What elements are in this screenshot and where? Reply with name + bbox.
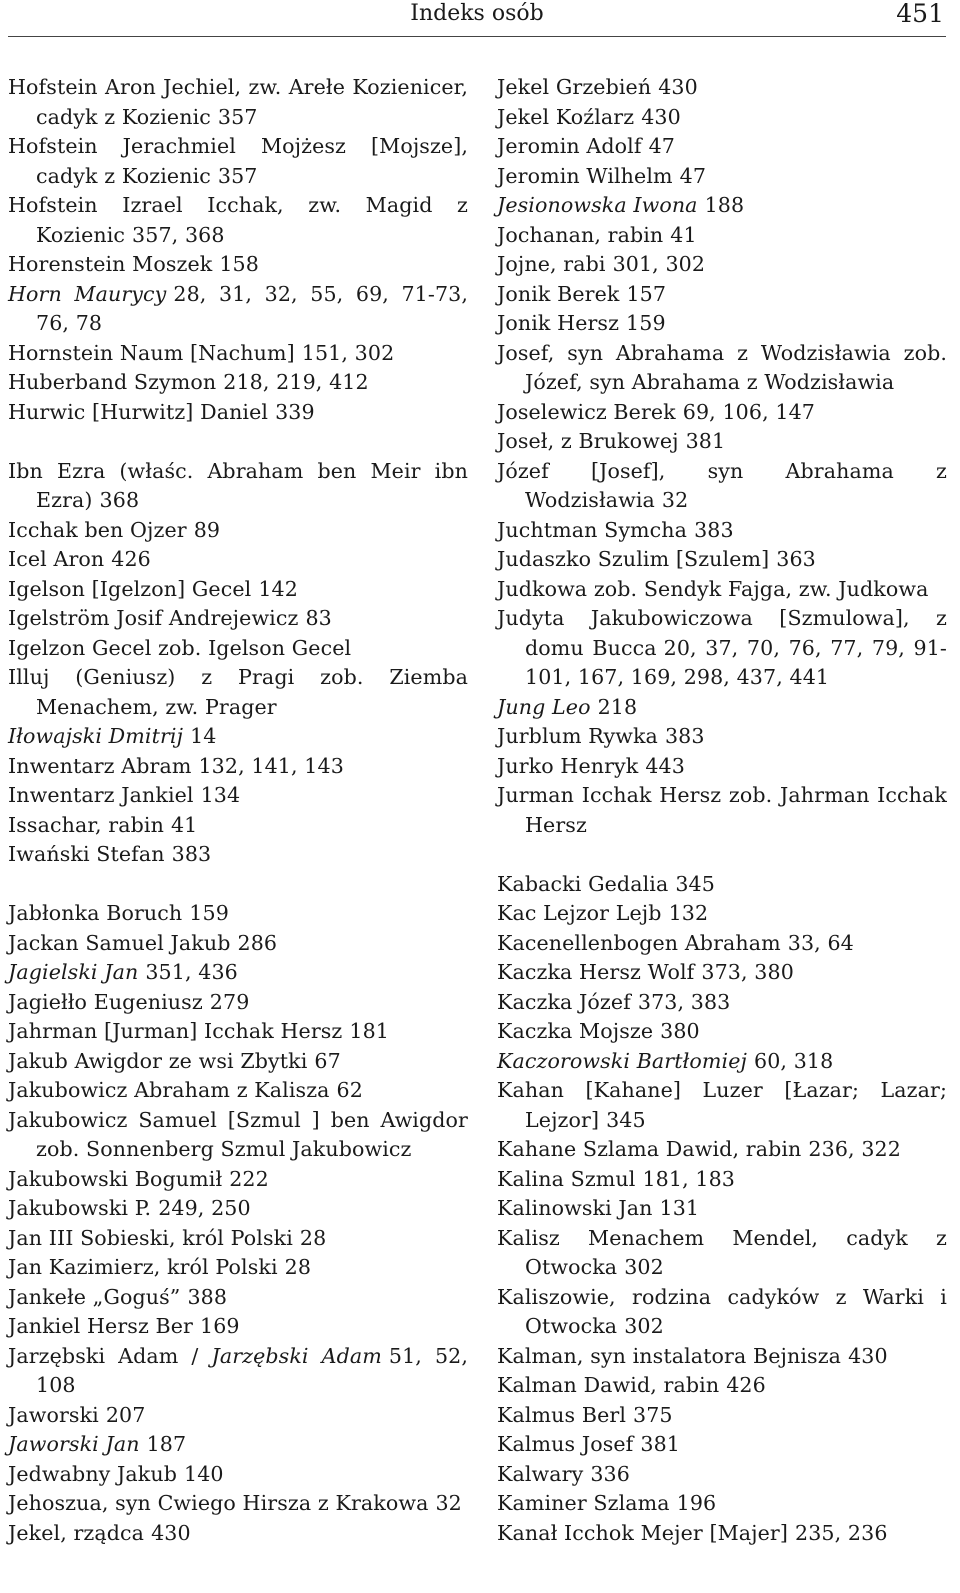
entry-pages: 207 bbox=[105, 1402, 146, 1427]
index-entry bbox=[8, 752, 468, 782]
index-entry bbox=[497, 221, 947, 251]
entry-pages: 235, 236 bbox=[795, 1520, 888, 1545]
entry-name: Horn Maurycy bbox=[8, 281, 167, 306]
index-entry bbox=[8, 1224, 468, 1254]
entry-pages: 388 bbox=[187, 1284, 228, 1309]
entry-pages: 249, 250 bbox=[158, 1196, 251, 1220]
index-entry bbox=[497, 958, 947, 988]
entry-name: Judaszko Szulim [Szulem] bbox=[497, 547, 770, 571]
entry-pages: 41 bbox=[670, 222, 697, 247]
index-entry bbox=[497, 1017, 947, 1047]
index-entry bbox=[497, 1283, 947, 1342]
entry-pages: 336 bbox=[590, 1461, 630, 1486]
index-entry bbox=[8, 1076, 468, 1106]
index-entry bbox=[497, 1371, 947, 1401]
index-column-right bbox=[497, 73, 947, 1548]
entry-name: Jarzębski Adam / bbox=[8, 1343, 212, 1368]
entry-pages: 169 bbox=[200, 1314, 240, 1338]
index-entry bbox=[8, 280, 468, 339]
entry-name: Icchak ben Ojzer bbox=[8, 517, 187, 542]
index-entry bbox=[497, 1342, 947, 1372]
page-number: 451 bbox=[896, 0, 944, 28]
index-entry bbox=[497, 1460, 947, 1490]
entry-name: Igelström Josif Andrejewicz bbox=[8, 606, 299, 630]
entry-pages: 151, 302 bbox=[301, 340, 395, 365]
entry-name: Kalman Dawid, rabin bbox=[497, 1373, 720, 1397]
index-entry bbox=[497, 929, 947, 959]
index-entry bbox=[8, 1194, 468, 1224]
entry-pages: 345 bbox=[675, 871, 715, 896]
entry-pages: 187 bbox=[146, 1432, 187, 1456]
entry-name: Jochanan, rabin bbox=[497, 222, 664, 247]
entry-name: Jekel Koźlarz bbox=[497, 104, 635, 129]
index-entry bbox=[8, 1165, 468, 1195]
entry-name: Jaworski bbox=[8, 1402, 99, 1427]
entry-name: Jankiel Hersz Ber bbox=[8, 1314, 194, 1338]
entry-name: Kalina Szmul bbox=[497, 1166, 636, 1191]
index-entry bbox=[8, 1430, 468, 1460]
entry-name: Igelson [Igelzon] Gecel bbox=[8, 576, 252, 601]
index-entry bbox=[8, 368, 468, 398]
entry-pages: 32 bbox=[435, 1491, 462, 1515]
entry-pages: 357 bbox=[217, 163, 258, 188]
entry-name: Jurko Henryk bbox=[497, 753, 639, 778]
entry-name: Jesionowska Iwona bbox=[497, 193, 698, 217]
entry-pages: 32 bbox=[661, 488, 689, 512]
entry-pages: 236, 322 bbox=[808, 1137, 901, 1161]
entry-pages: 142 bbox=[258, 576, 298, 601]
index-entry bbox=[8, 1401, 468, 1431]
entry-pages: 222 bbox=[229, 1166, 269, 1191]
index-entry bbox=[497, 899, 947, 929]
entry-pages: 357 bbox=[217, 104, 258, 129]
entry-pages: 373, 383 bbox=[637, 989, 731, 1014]
index-entry bbox=[8, 988, 468, 1018]
entry-name: Jagielski Jan bbox=[8, 960, 139, 984]
entry-pages: 47 bbox=[648, 134, 675, 158]
entry-pages: 383 bbox=[694, 517, 734, 542]
entry-pages: 375 bbox=[633, 1402, 673, 1427]
entry-name: Jurblum Rywka bbox=[497, 724, 658, 748]
index-entry bbox=[8, 575, 468, 605]
index-entry bbox=[497, 1076, 947, 1135]
index-entry bbox=[497, 870, 947, 900]
index-entry bbox=[8, 457, 468, 516]
index-entry bbox=[497, 309, 947, 339]
entry-pages: 381 bbox=[640, 1432, 680, 1456]
entry-pages: 159 bbox=[626, 311, 666, 335]
index-entry bbox=[8, 840, 468, 870]
entry-name: Kaczorowski Bartłomiej bbox=[497, 1048, 747, 1073]
entry-name: Hofstein Jerachmiel Mojżesz [Mojsze], cadyk z Kozienic bbox=[8, 134, 468, 188]
entry-pages: 351, 436 bbox=[145, 960, 238, 984]
entry-pages: 286 bbox=[237, 930, 278, 955]
entry-name: Hurwic [Hurwitz] Daniel bbox=[8, 399, 269, 424]
entry-name: Kalmus Berl bbox=[497, 1402, 627, 1427]
entry-name: Jankełe „Goguś” bbox=[8, 1284, 181, 1309]
entry-pages: 62 bbox=[336, 1078, 363, 1102]
entry-pages: 383 bbox=[664, 724, 705, 748]
entry-name: Kabacki Gedalia bbox=[497, 871, 669, 896]
entry-name: Jakubowicz Abraham z Kalisza bbox=[8, 1078, 330, 1102]
entry-name: Jagiełło Eugeniusz bbox=[8, 989, 203, 1014]
entry-pages: 67 bbox=[314, 1048, 341, 1073]
entry-name: Kac Lejzor Lejb bbox=[497, 901, 662, 925]
entry-pages: 28 bbox=[299, 1225, 327, 1250]
running-title: Indeks osób bbox=[410, 1, 544, 26]
entry-name: Jojne, rabi bbox=[497, 252, 606, 276]
entry-pages: 69, 106, 147 bbox=[682, 399, 815, 424]
entry-pages: 430 bbox=[848, 1343, 888, 1368]
index-entry bbox=[8, 73, 468, 132]
entry-name: Jan Kazimierz, król Polski bbox=[8, 1255, 278, 1279]
index-entry bbox=[8, 781, 468, 811]
entry-pages: 363 bbox=[776, 547, 816, 571]
entry-pages: 368 bbox=[99, 488, 140, 512]
entry-pages: 181 bbox=[349, 1019, 389, 1043]
entry-pages: 381 bbox=[685, 429, 726, 453]
entry-pages: 301, 302 bbox=[612, 252, 706, 276]
index-entry bbox=[8, 1253, 468, 1283]
entry-name: Jabłonka Boruch bbox=[8, 901, 183, 925]
entry-pages: 83 bbox=[305, 606, 332, 630]
entry-pages: 132, 141, 143 bbox=[198, 753, 344, 778]
entry-pages: 218 bbox=[597, 694, 638, 719]
index-entry bbox=[8, 132, 468, 191]
index-entry bbox=[8, 1519, 468, 1549]
entry-pages: 47 bbox=[679, 163, 707, 188]
entry-pages: 373, 380 bbox=[701, 960, 794, 984]
entry-name: Joseł, z Brukowej bbox=[497, 429, 679, 453]
entry-pages: 51, 52, 108 bbox=[36, 1343, 468, 1397]
entry-name: Jan III Sobieski, król Polski bbox=[8, 1225, 293, 1250]
entry-pages: 188 bbox=[704, 193, 745, 217]
entry-pages: 443 bbox=[645, 753, 685, 778]
entry-name: Josef, syn Abrahama z Wodzisławia zob. Józef, syn Abrahama z Wodzisławia bbox=[497, 340, 947, 394]
entry-pages: 140 bbox=[184, 1461, 224, 1486]
entry-pages: 302 bbox=[624, 1255, 664, 1279]
entry-name: Jahrman [Jurman] Icchak Hersz bbox=[8, 1019, 343, 1043]
entry-name: Icel Aron bbox=[8, 547, 105, 571]
index-entry bbox=[497, 1135, 947, 1165]
entry-pages: 430 bbox=[658, 75, 698, 99]
index-entry bbox=[8, 899, 468, 929]
index-entry bbox=[497, 693, 947, 723]
entry-pages: 430 bbox=[641, 104, 681, 129]
index-entry bbox=[497, 250, 947, 280]
index-entry bbox=[497, 988, 947, 1018]
entry-name: Inwentarz Abram bbox=[8, 753, 192, 778]
entry-name: Kalisz Menachem Mendel, cadyk z Otwocka bbox=[497, 1225, 947, 1279]
entry-pages: 218, 219, 412 bbox=[223, 370, 369, 394]
index-entry bbox=[497, 103, 947, 133]
entry-pages: 159 bbox=[189, 901, 229, 925]
index-entry bbox=[497, 1430, 947, 1460]
index-entry bbox=[8, 1342, 468, 1401]
index-entry bbox=[497, 398, 947, 428]
index-column-left bbox=[8, 73, 468, 1548]
entry-pages: 41 bbox=[170, 812, 198, 837]
entry-name: Józef [Josef], syn Abrahama z Wodzisławia bbox=[497, 458, 947, 512]
entry-pages: 28, 31, 32, 55, 69, 71-73, 76, 78 bbox=[36, 281, 468, 335]
entry-pages: 28 bbox=[284, 1255, 312, 1279]
entry-pages: 20, 37, 70, 76, 77, 79, 91-101, 167, 169, 298, 437, 441 bbox=[525, 635, 947, 689]
entry-name-alt: Jarzębski Adam bbox=[211, 1343, 382, 1368]
entry-name: Kalman, syn instalatora Bejnisza bbox=[497, 1343, 842, 1368]
index-entry bbox=[497, 1401, 947, 1431]
index-entry bbox=[8, 1312, 468, 1342]
entry-name: Jackan Samuel Jakub bbox=[8, 930, 231, 955]
entry-name: Huberband Szymon bbox=[8, 370, 217, 394]
entry-name: Kanał Icchok Mejer [Majer] bbox=[497, 1520, 789, 1545]
index-entry bbox=[8, 929, 468, 959]
index-entry bbox=[8, 1017, 468, 1047]
index-entry bbox=[8, 191, 468, 250]
entry-name: Hofstein Izrael Icchak, zw. Magid z Kozienic bbox=[8, 193, 468, 247]
index-entry bbox=[8, 516, 468, 546]
entry-name: Jonik Hersz bbox=[497, 311, 620, 335]
entry-name: Jekel, rządca bbox=[8, 1520, 145, 1545]
entry-pages: 134 bbox=[200, 783, 241, 807]
entry-name: Kaliszowie, rodzina cadyków z Warki i Otwocka bbox=[497, 1284, 947, 1338]
entry-pages: 158 bbox=[219, 252, 259, 276]
index-entry bbox=[497, 604, 947, 693]
index-entry bbox=[8, 1460, 468, 1490]
index-entry bbox=[8, 1106, 468, 1165]
index-entry bbox=[497, 545, 947, 575]
entry-name: Jakubowicz Samuel [Szmul ] ben Awigdor zob. Sonnenberg Szmul Jakubowicz bbox=[8, 1107, 468, 1161]
entry-pages: 383 bbox=[171, 842, 212, 866]
entry-name: Jehoszua, syn Cwiego Hirsza z Krakowa bbox=[8, 1491, 429, 1515]
index-entry bbox=[497, 1519, 947, 1549]
index-entry bbox=[8, 634, 468, 664]
entry-name: Kaczka Józef bbox=[497, 989, 631, 1014]
entry-pages: 89 bbox=[193, 517, 221, 542]
entry-name: Ibn Ezra (właśc. Abraham ben Meir ibn Ezra) bbox=[8, 458, 468, 512]
index-entry bbox=[8, 663, 468, 722]
entry-name: Kacenellenbogen Abraham bbox=[497, 930, 781, 955]
entry-name: Kalinowski Jan bbox=[497, 1196, 653, 1220]
entry-name: Illuj (Geniusz) z Pragi zob. Ziemba Menachem, zw. Prager bbox=[8, 665, 468, 719]
entry-name: Jeromin Wilhelm bbox=[497, 163, 673, 188]
entry-name: Iwański Stefan bbox=[8, 842, 165, 866]
entry-pages: 345 bbox=[606, 1107, 646, 1132]
entry-pages: 196 bbox=[676, 1491, 717, 1515]
entry-pages: 357, 368 bbox=[132, 222, 225, 247]
entry-name: Jekel Grzebień bbox=[497, 75, 652, 99]
index-entry bbox=[497, 1489, 947, 1519]
entry-pages: 279 bbox=[209, 989, 250, 1014]
index-entry bbox=[497, 781, 947, 840]
index-entry bbox=[497, 162, 947, 192]
entry-pages: 426 bbox=[111, 547, 151, 571]
entry-name: Kaminer Szlama bbox=[497, 1491, 670, 1515]
index-entry bbox=[8, 250, 468, 280]
index-entry bbox=[8, 1283, 468, 1313]
entry-pages: 380 bbox=[660, 1019, 700, 1043]
index-entry bbox=[497, 339, 947, 398]
entry-name: Hornstein Naum [Nachum] bbox=[8, 340, 295, 365]
entry-pages: 14 bbox=[190, 724, 217, 748]
entry-name: Kahan [Kahane] Luzer [Łazar; Lazar; Lejzor] bbox=[497, 1078, 947, 1132]
entry-name: Jaworski Jan bbox=[8, 1432, 140, 1456]
entry-pages: 60, 318 bbox=[754, 1048, 834, 1073]
entry-name: Kahane Szlama Dawid, rabin bbox=[497, 1137, 802, 1161]
index-entry bbox=[8, 1047, 468, 1077]
index-entry bbox=[8, 958, 468, 988]
entry-name: Jurman Icchak Hersz zob. Jahrman Icchak Hersz bbox=[497, 783, 947, 837]
entry-name: Issachar, rabin bbox=[8, 812, 164, 837]
entry-name: Kaczka Hersz Wolf bbox=[497, 960, 695, 984]
entry-name: Judkowa zob. Sendyk Fajga, zw. Judkowa bbox=[497, 576, 929, 601]
index-entry bbox=[8, 398, 468, 428]
entry-name: Jeromin Adolf bbox=[497, 134, 642, 158]
entry-name: Hofstein Aron Jechiel, zw. Arełe Kozienicer, cadyk z Kozienic bbox=[8, 75, 468, 129]
index-entry bbox=[497, 1047, 947, 1077]
entry-name: Iłowajski Dmitrij bbox=[8, 724, 184, 748]
index-entry bbox=[497, 427, 947, 457]
entry-pages: 33, 64 bbox=[787, 930, 854, 955]
entry-name: Jedwabny Jakub bbox=[8, 1461, 178, 1486]
entry-name: Kalmus Josef bbox=[497, 1432, 634, 1456]
index-entry bbox=[8, 545, 468, 575]
index-entry bbox=[497, 752, 947, 782]
entry-pages: 181, 183 bbox=[642, 1166, 735, 1191]
index-entry bbox=[497, 73, 947, 103]
entry-pages: 131 bbox=[659, 1196, 700, 1220]
entry-name: Jung Leo bbox=[497, 694, 591, 719]
index-entry bbox=[8, 1489, 468, 1519]
entry-name: Judyta Jakubowiczowa [Szmulowa], z domu Bucca bbox=[497, 606, 947, 660]
entry-name: Jakubowski P. bbox=[8, 1196, 152, 1220]
entry-pages: 157 bbox=[626, 281, 667, 306]
index-entry bbox=[497, 722, 947, 752]
entry-name: Igelzon Gecel zob. Igelson Gecel bbox=[8, 635, 352, 660]
entry-name: Jonik Berek bbox=[497, 281, 620, 306]
entry-name: Inwentarz Jankiel bbox=[8, 783, 194, 807]
entry-pages: 426 bbox=[726, 1373, 766, 1397]
entry-pages: 339 bbox=[275, 399, 315, 424]
index-entry bbox=[497, 457, 947, 516]
entry-name: Jakubowski Bogumił bbox=[8, 1166, 223, 1191]
index-entry bbox=[497, 1194, 947, 1224]
entry-name: Horenstein Moszek bbox=[8, 252, 213, 276]
index-entry bbox=[497, 516, 947, 546]
index-entry bbox=[8, 811, 468, 841]
entry-name: Kalwary bbox=[497, 1461, 584, 1486]
index-entry bbox=[497, 575, 947, 605]
index-entry bbox=[497, 280, 947, 310]
entry-pages: 132 bbox=[668, 901, 709, 925]
index-entry bbox=[497, 1224, 947, 1283]
entry-name: Joselewicz Berek bbox=[497, 399, 676, 424]
page-header bbox=[8, 0, 946, 37]
index-entry bbox=[497, 191, 947, 221]
index-entry bbox=[497, 1165, 947, 1195]
entry-name: Juchtman Symcha bbox=[497, 517, 688, 542]
entry-pages: 430 bbox=[151, 1520, 191, 1545]
index-entry bbox=[8, 722, 468, 752]
index-entry bbox=[497, 132, 947, 162]
index-entry bbox=[8, 339, 468, 369]
entry-pages: 302 bbox=[624, 1314, 664, 1338]
index-entry bbox=[8, 604, 468, 634]
entry-name: Jakub Awigdor ze wsi Zbytki bbox=[8, 1048, 308, 1073]
entry-name: Kaczka Mojsze bbox=[497, 1019, 654, 1043]
